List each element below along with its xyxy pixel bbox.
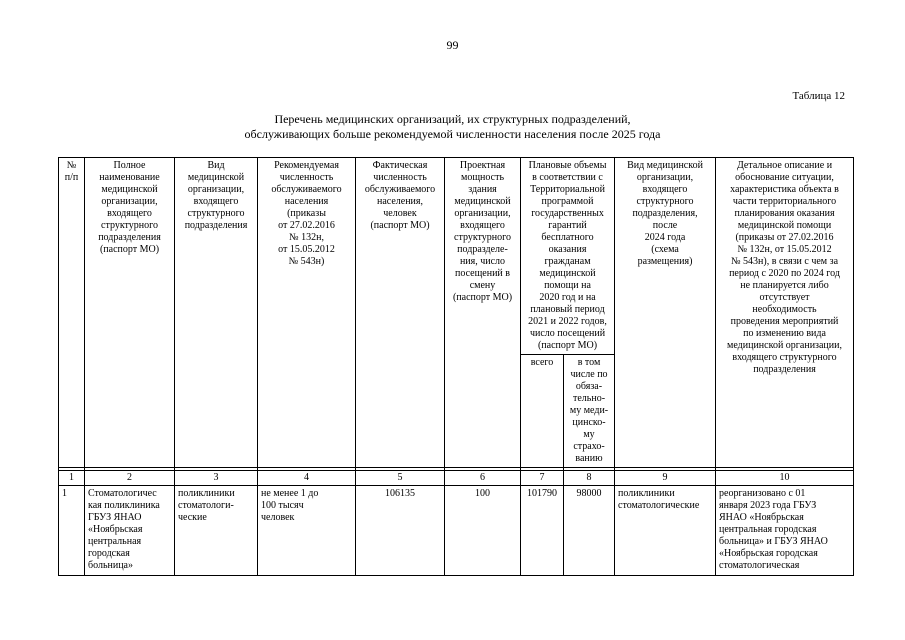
header-col-5: Фактическая численность обслуживаемого населения, человек (паспорт МО) [356, 158, 445, 468]
header-col-7-8: Плановые объемы в соответствии с Территориальной программой государственных гарантий бесплатного оказания гражданам медицинской помощи на 2020 год и на плановый период 2021 и 2022 годов, число посещений (паспорт МО) [521, 158, 615, 355]
row-number: 1 [59, 486, 85, 576]
organization-type: поликлиники стоматологи- ческие [175, 486, 258, 576]
header-col-2: Полное наименование медицинской организации, входящего структурного подразделения (паспорт МО) [85, 158, 175, 468]
column-number: 10 [716, 471, 854, 486]
column-number: 1 [59, 471, 85, 486]
page-number: 99 [446, 38, 459, 52]
column-number: 6 [445, 471, 521, 486]
column-number: 7 [521, 471, 564, 486]
header-col-8-oms: в том числе по обяза- тельно- му меди- цинско- му страхо- ванию [564, 355, 615, 468]
actual-population: 106135 [356, 486, 445, 576]
column-number: 2 [85, 471, 175, 486]
document-title [0, 112, 905, 142]
column-number: 3 [175, 471, 258, 486]
planned-visits-total: 101790 [521, 486, 564, 576]
table-row [59, 486, 854, 576]
column-number: 4 [258, 471, 356, 486]
column-number: 9 [615, 471, 716, 486]
recommended-population: не менее 1 до 100 тысяч человек [258, 486, 356, 576]
column-numbers-row [59, 471, 854, 486]
header-col-7-total: всего [521, 355, 564, 468]
planned-visits-oms: 98000 [564, 486, 615, 576]
header-col-4: Рекомендуемая численность обслуживаемого населения (приказы от 27.02.2016 № 132н, от 15.05.2012 № 543н) [258, 158, 356, 468]
header-col-9: Вид медицинской организации, входящего структурного подразделения, после 2024 года (схема размещения) [615, 158, 716, 468]
design-capacity: 100 [445, 486, 521, 576]
header-col-3: Вид медицинской организации, входящего структурного подразделения [175, 158, 258, 468]
organization-name: Стоматологичес кая поликлиника ГБУЗ ЯНАО «Ноябрьская центральная городская больница» [85, 486, 175, 576]
header-col-6: Проектная мощность здания медицинской организации, входящего структурного подразделе- ния, число посещений в смену (паспорт МО) [445, 158, 521, 468]
header-col-10: Детальное описание и обоснование ситуации, характеристика объекта в части территориального планирования оказания медицинской помощи (приказы от 27.02.2016 № 132н, от 15.05.2012 № 543н), в связи с чем за период с 2020 по 2024 год не планируется либо отсутствует необходимость проведения мероприятий по изменению вида медицинской организации, входящего структурного подразделения [716, 158, 854, 468]
organization-type-after-2024: поликлиники стоматологические [615, 486, 716, 576]
title-line-2: обслуживающих больше рекомендуемой численности населения после 2025 года [244, 127, 661, 141]
column-number: 5 [356, 471, 445, 486]
column-number: 8 [564, 471, 615, 486]
header-row [59, 158, 854, 355]
detailed-description: реорганизовано с 01 января 2023 года ГБУЗ ЯНАО «Ноябрьская центральная городская больница» и ГБУЗ ЯНАО «Ноябрьская городская стоматологическая [716, 486, 854, 576]
organizations-table [58, 157, 854, 576]
title-line-1: Перечень медицинских организаций, их структурных подразделений, [274, 112, 631, 126]
table-label: Таблица 12 [792, 90, 845, 102]
header-col-1: № п/п [59, 158, 85, 468]
